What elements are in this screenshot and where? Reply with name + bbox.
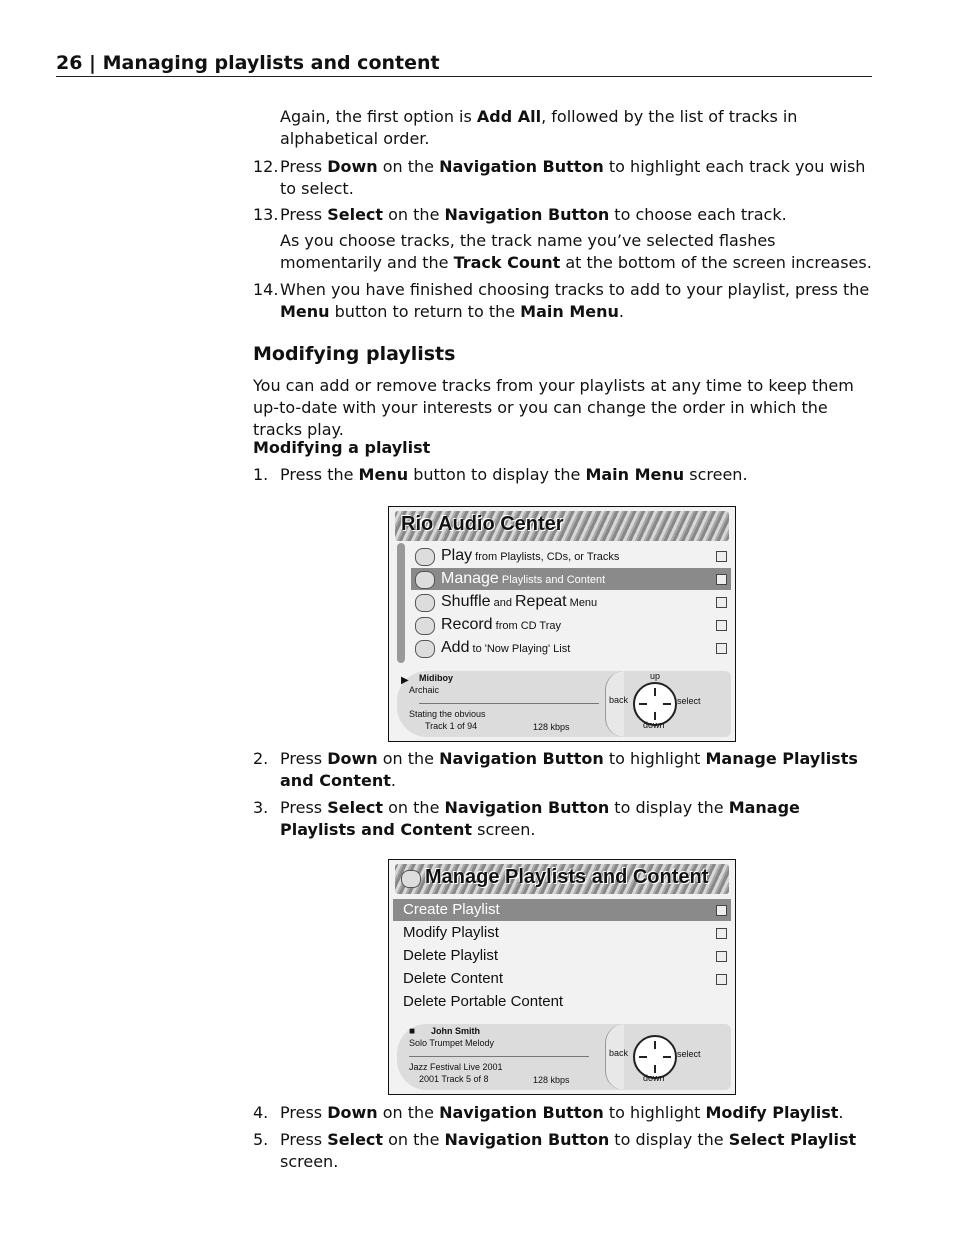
option-delete-portable-content: Delete Portable Content — [403, 993, 564, 1010]
play-icon — [415, 548, 435, 566]
subsection-title: Modifying a playlist — [253, 438, 431, 457]
manage-icon — [401, 870, 421, 888]
menu-item-manage: Manage Playlists and Content — [411, 568, 731, 590]
add-icon — [415, 640, 435, 658]
play-indicator-icon: ▶ — [401, 675, 409, 686]
submenu-icon — [716, 620, 727, 631]
progress-bar — [409, 1056, 589, 1057]
scrollbar — [397, 543, 405, 663]
submenu-icon — [716, 643, 727, 654]
screen-title-bar: Rio Audio Center — [395, 511, 729, 541]
menu-item-shuffle: Shuffle and Repeat Menu — [411, 591, 731, 613]
section-body: You can add or remove tracks from your playlists at any time to keep them up-to-date with your interests or you can change the order in which the tracks play. — [253, 376, 854, 439]
option-delete-playlist: Delete Playlist — [403, 945, 731, 967]
menu-item-play: Play from Playlists, CDs, or Tracks — [411, 545, 731, 567]
progress-bar — [419, 703, 599, 704]
section-title: Modifying playlists — [253, 343, 456, 365]
now-playing-panel: ■ John Smith Solo Trumpet Melody Jazz Festival Live 2001 2001 Track 5 of 8 128 kbps back select down — [397, 1024, 731, 1090]
menu-item-record: Record from CD Tray — [411, 614, 731, 636]
submenu-icon — [716, 551, 727, 562]
shuffle-icon — [415, 594, 435, 612]
page-header: 26 | Managing playlists and content — [56, 50, 872, 77]
option-create-playlist: Create Playlist — [393, 899, 731, 921]
step-13-note: As you choose tracks, the track name you’ve selected flashes momentarily and the Track Count at the bottom of the screen increases. — [280, 231, 872, 272]
submenu-icon — [716, 597, 727, 608]
submenu-icon — [716, 928, 727, 939]
option-modify-playlist: Modify Playlist — [403, 922, 731, 944]
stop-indicator-icon: ■ — [409, 1026, 416, 1037]
now-playing-panel: ▶ Midiboy Archaic Stating the obvious Track 1 of 94 128 kbps up back select down — [397, 671, 731, 737]
main-menu-screenshot — [388, 506, 736, 742]
submenu-icon — [716, 905, 727, 916]
menu-item-add: Add to 'Now Playing' List — [411, 637, 731, 659]
submenu-icon — [716, 574, 727, 585]
submenu-icon — [716, 951, 727, 962]
manage-icon — [415, 571, 435, 589]
intro-paragraph: Again, the first option is Add All, followed by the list of tracks in alphabetical order. — [280, 107, 798, 148]
submenu-icon — [716, 974, 727, 985]
option-delete-content: Delete Content — [403, 968, 731, 990]
manage-playlists-screenshot — [388, 859, 736, 1095]
record-icon — [415, 617, 435, 635]
screen-title-bar: Manage Playlists and Content — [395, 864, 729, 894]
